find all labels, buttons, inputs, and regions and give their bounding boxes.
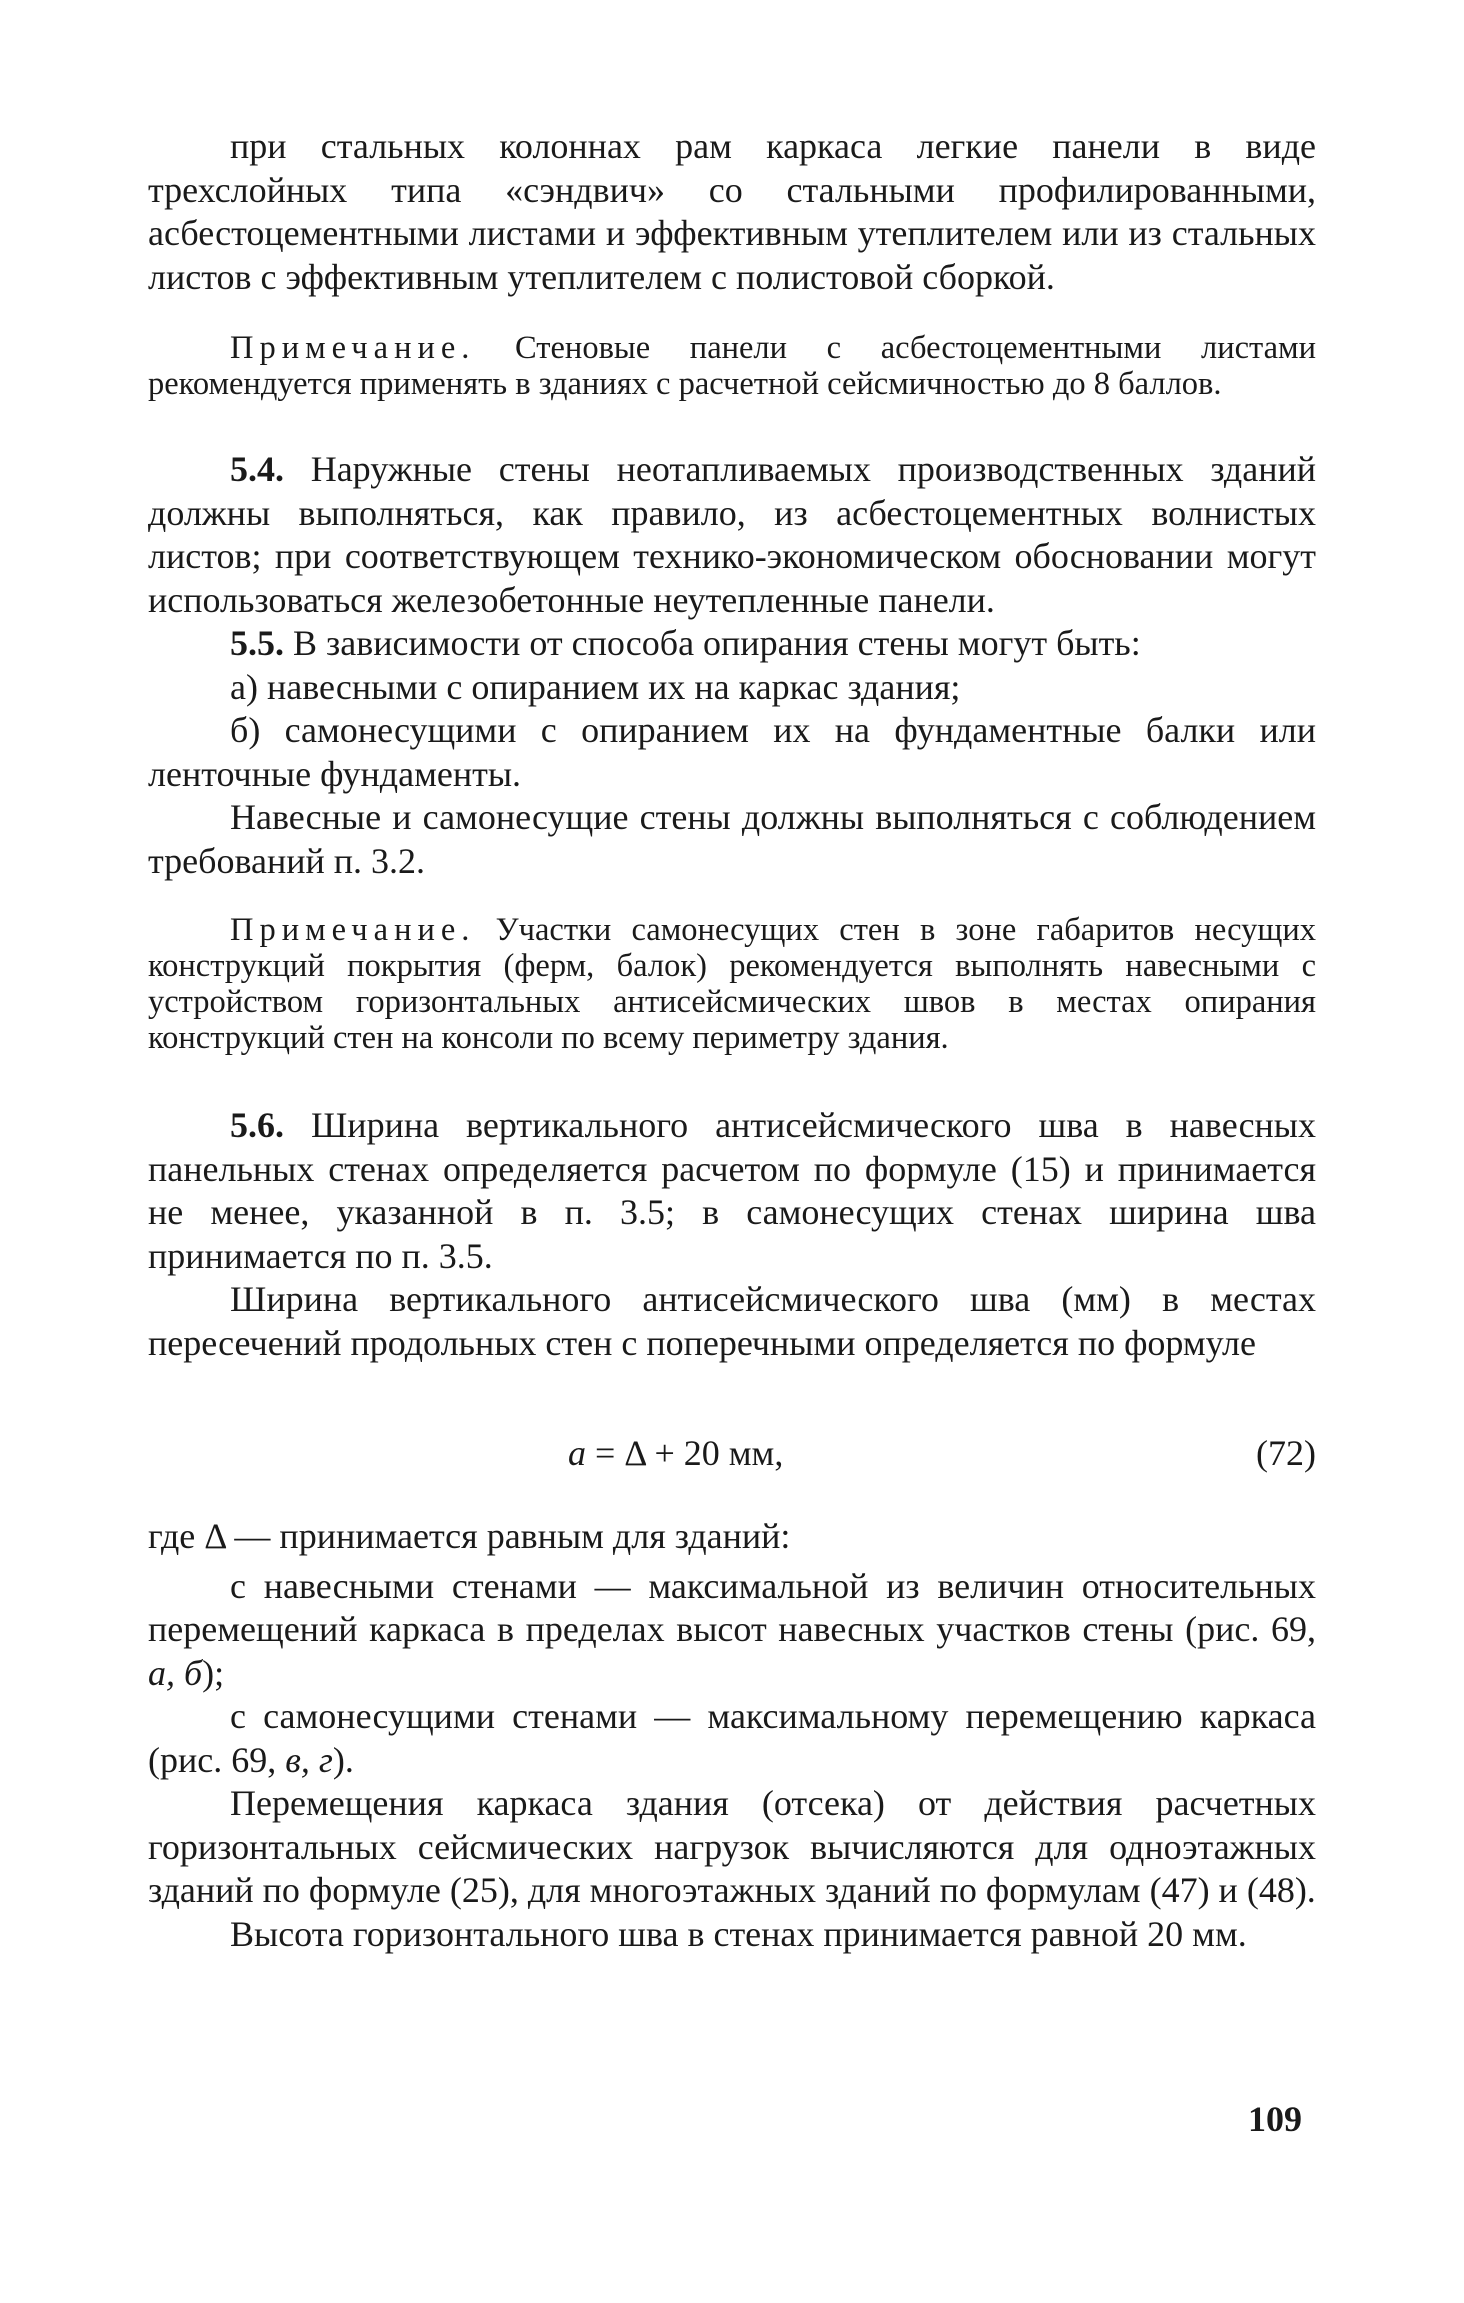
item-self-text: с самонесущими стенами — максимальному перемещению каркаса (рис. 69, (148, 1696, 1316, 1780)
section-number-5-4: 5.4. (230, 449, 284, 489)
figure-ref-self: в, г (285, 1739, 333, 1780)
note-2-text: Участки самонесущих стен в зоне габаритов несущих конструкций покрытия (ферм, балок) рекомендуется выполнять навесными с устройством горизонтальных антисейсмических швов в местах опирания конструкций стен на консоли по всему периметру здания. (148, 912, 1316, 1056)
item-self-bearing-walls (148, 1695, 1316, 1782)
item-hinged-end: ); (202, 1652, 225, 1693)
formula-number: (72) (1256, 1433, 1316, 1473)
paragraph-5-5-text: В зависимости от способа опирания стены могут быть: (293, 623, 1141, 663)
page-number: 109 (1248, 2099, 1302, 2139)
paragraph-horizontal-joint-height: Высота горизонтального шва в стенах принимается равной 20 мм. (230, 1913, 1247, 1954)
section-5-6 (148, 1104, 1316, 1365)
note-2 (148, 912, 1316, 1056)
note-label: Примечание. (230, 912, 476, 948)
note-1-text: Стеновые панели с асбестоцементными листами рекомендуется применять в зданиях с расчетной сейсмичностью до 8 баллов. (148, 330, 1317, 402)
figure-ref-hinged: а, б (148, 1652, 203, 1693)
section-5-4-5-5 (148, 448, 1316, 883)
list-item-a: а) навесными с опиранием их на каркас здания; (230, 666, 961, 707)
formula-expression: = Δ + 20 мм, (586, 1433, 784, 1473)
paragraph-5-6-text: Ширина вертикального антисейсмического шва в навесных панельных стенах определяется расчетом по формуле (15) и принимается не менее, указанной в п. 3.5; в самонесущих стенах ширина шва принимается по п. 3.5. (148, 1105, 1316, 1276)
formula (568, 1432, 783, 1474)
item-self-end: ). (332, 1739, 354, 1780)
formula-variable: a (568, 1433, 586, 1473)
list-item-b: б) самонесущими с опиранием их на фундаментные балки или ленточные фундаменты. (148, 710, 1316, 794)
item-hinged-walls (148, 1565, 1316, 1696)
paragraph-5-6 (148, 1104, 1316, 1278)
item-hinged-text: с навесными стенами — максимальной из величин относительных перемещений каркаса в пределах высот навесных участков стены (рис. 69, (148, 1565, 1316, 1649)
paragraph-5-4 (148, 448, 1316, 622)
section-number-5-6: 5.6. (230, 1105, 284, 1145)
paragraph-displacements: Перемещения каркаса здания (отсека) от действия расчетных горизонтальных сейсмических нагрузок вычисляются для одноэтажных зданий по формуле (25), для многоэтажных зданий по формулам (47) и (48). (148, 1783, 1316, 1910)
text-top-section (148, 125, 1316, 299)
paragraph-5-5 (148, 622, 1316, 666)
note-1 (148, 330, 1316, 402)
paragraph-sandwich-panels: при стальных колоннах рам каркаса легкие панели в виде трехслойных типа «сэндвич» со стальными профилированными, асбестоцементными листами и эффективным утеплителем или из стальных листов с эффективным утеплителем с полистовой сборкой. (148, 126, 1316, 297)
paragraph-hinged-self-bearing: Навесные и самонесущие стены должны выполняться с соблюдением требований п. 3.2. (148, 797, 1316, 881)
text-bottom-section (148, 1515, 1316, 1956)
paragraph-where: где Δ — принимается равным для зданий: (148, 1516, 791, 1556)
section-number-5-5: 5.5. (230, 623, 284, 663)
paragraph-5-4-text: Наружные стены неотапливаемых производственных зданий должны выполняться, как правило, из асбестоцементных волнистых листов; при соответствующем технико-экономическом обосновании могут использоваться железобетонные неутепленные панели. (148, 449, 1316, 620)
paragraph-joint-width: Ширина вертикального антисейсмического шва (мм) в местах пересечений продольных стен с поперечными определяется по формуле (148, 1279, 1316, 1363)
formula-72 (148, 1432, 1316, 1482)
note-label: Примечание. (230, 330, 476, 366)
